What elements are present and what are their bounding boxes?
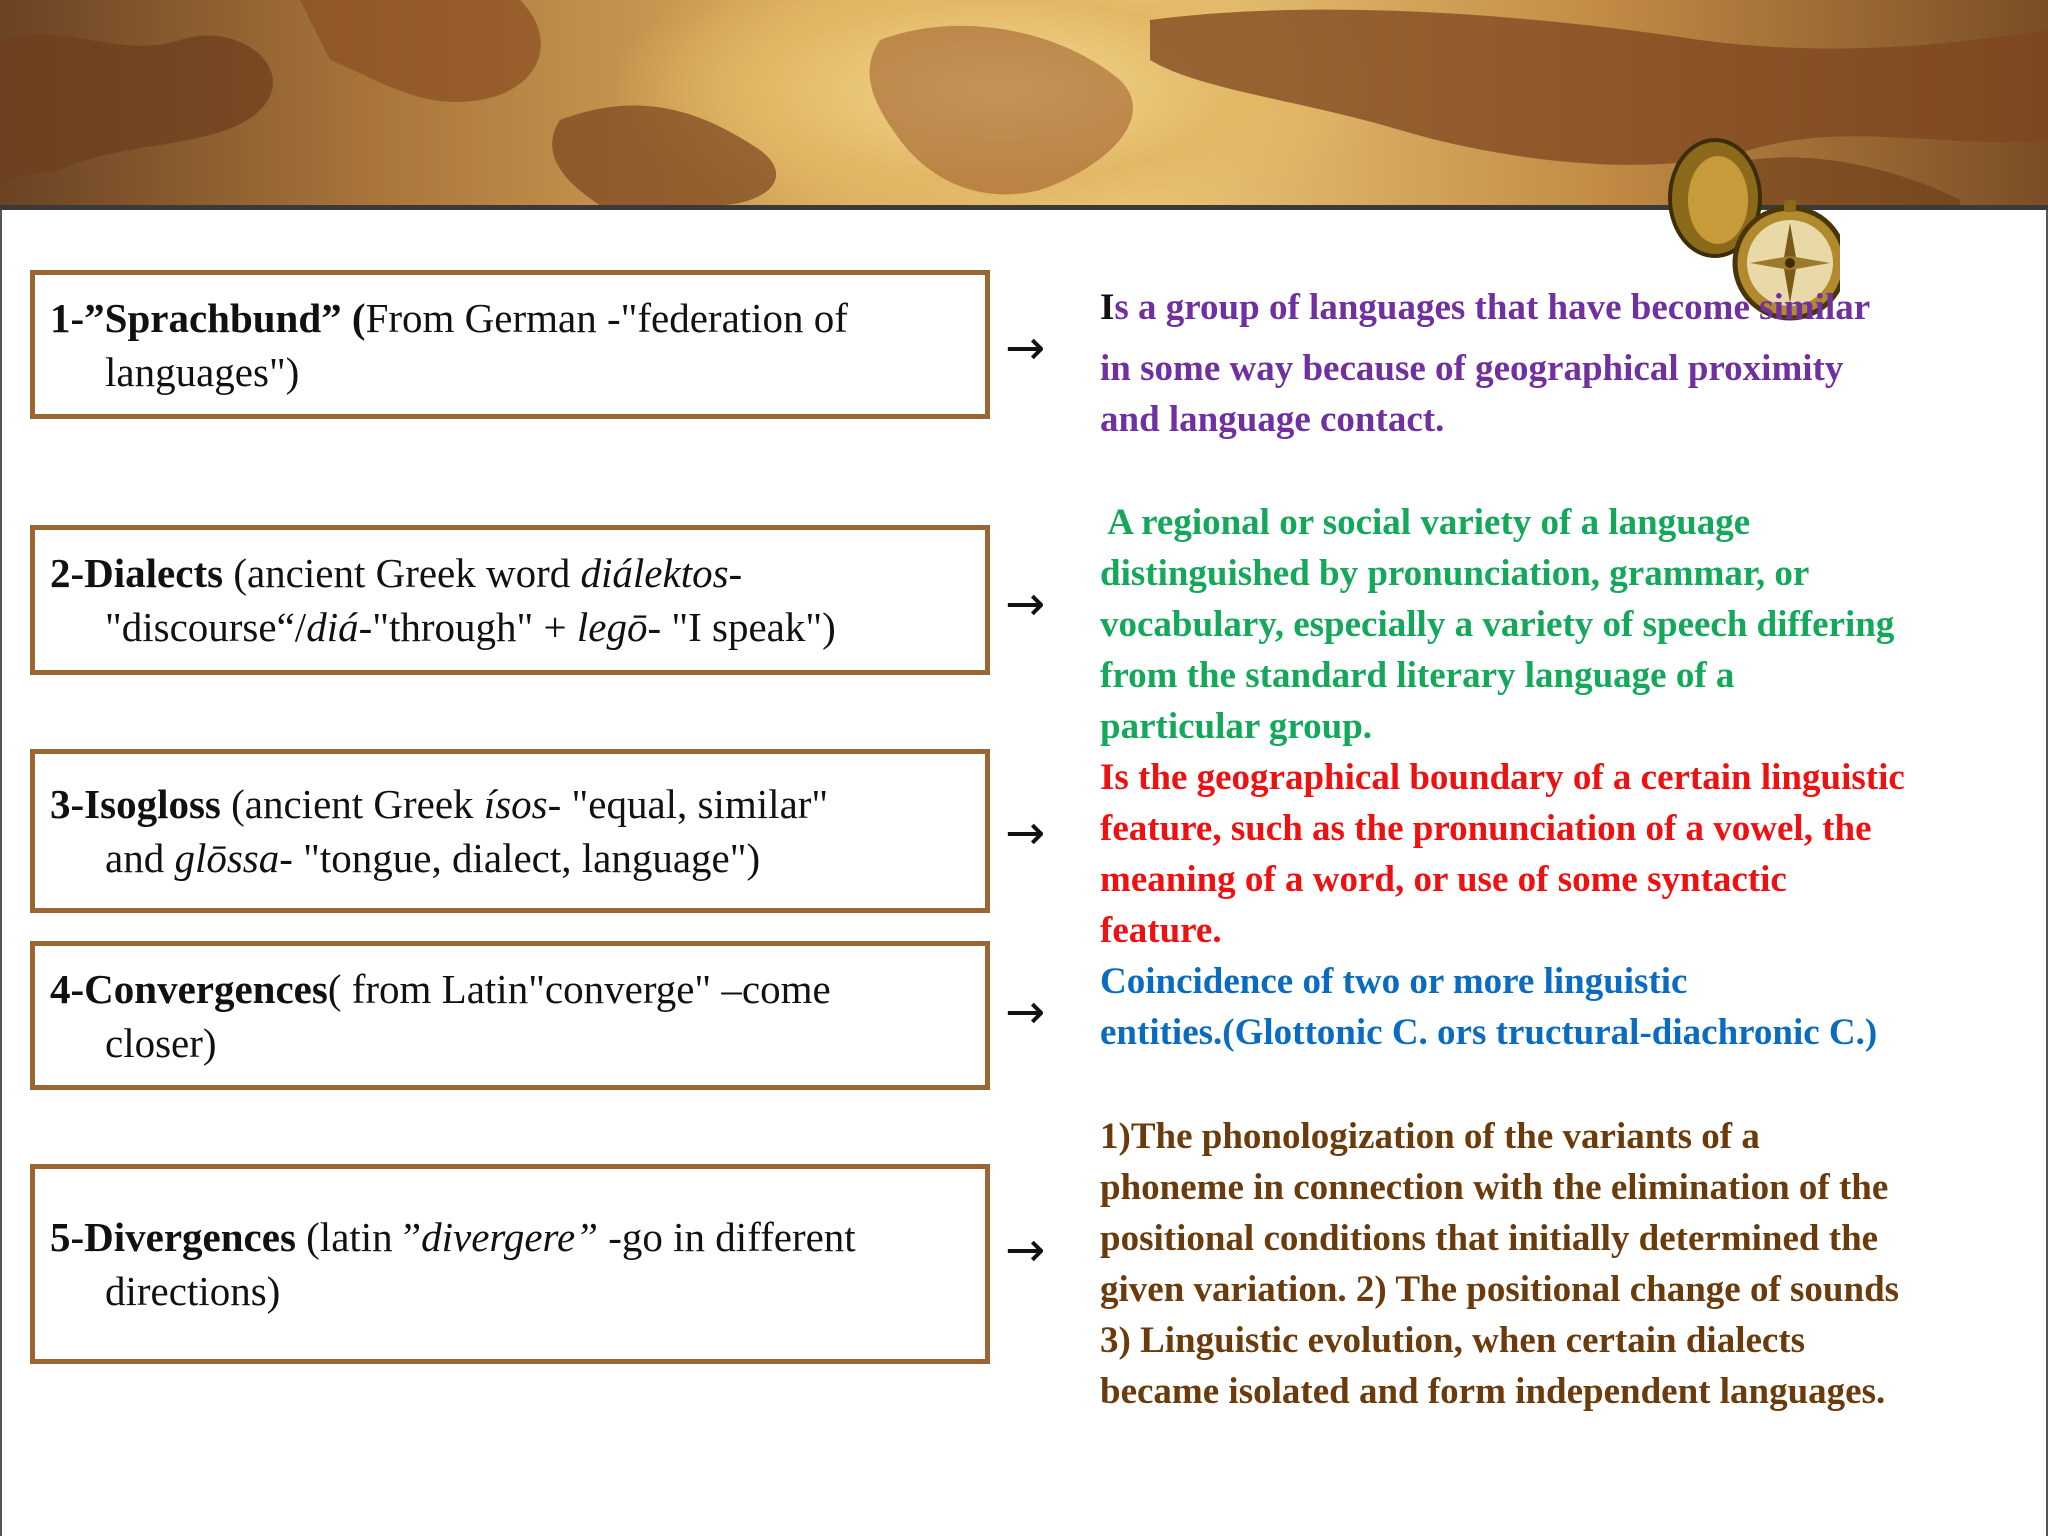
term-origin-continued: - "tongue, dialect, language")	[279, 835, 761, 881]
definition-line: A regional or social variety of a language	[1100, 502, 1751, 543]
term-isogloss	[35, 777, 828, 885]
term-origin: (ancient Greek word	[223, 550, 581, 596]
term-origin-continued: and	[105, 835, 175, 881]
definition-dialects	[1100, 497, 2040, 752]
definition-isogloss	[1100, 752, 2040, 956]
definition-line: 3) Linguistic evolution, when certain dialects	[1100, 1320, 1806, 1361]
term-title: 1-”Sprachbund” (	[50, 294, 366, 341]
definition-line: Is the geographical boundary of a certain linguistic	[1100, 757, 1905, 798]
term-box-dialects	[30, 525, 990, 675]
term-title: 5-Divergences	[50, 1214, 296, 1260]
term-title: 3-Isogloss	[50, 781, 221, 827]
term-etymon: diálektos	[580, 550, 729, 596]
definition-line: distinguished by pronunciation, grammar, or	[1100, 553, 1810, 594]
term-etymon: legō	[576, 604, 648, 650]
definition-initial: I	[1100, 287, 1115, 328]
term-box-convergences	[30, 941, 990, 1090]
term-origin-continued: directions)	[105, 1268, 281, 1314]
term-origin: From German -"federation of	[365, 294, 848, 341]
term-origin-continued: - "I speak")	[647, 604, 836, 650]
term-origin: (ancient Greek	[220, 781, 484, 827]
definition-sprachbund	[1100, 282, 2040, 445]
term-sprachbund	[35, 291, 848, 399]
definition-line: became isolated and form independent languages.	[1100, 1371, 1886, 1412]
term-origin: - "equal, similar"	[547, 781, 829, 827]
right-arrow-icon: →	[1005, 984, 1046, 1040]
term-etymon: glōssa	[174, 835, 280, 881]
term-box-sprachbund	[30, 270, 990, 419]
term-box-divergences	[30, 1164, 990, 1364]
term-origin: ( from Latin"converge" –come	[327, 965, 831, 1012]
definition-line: from the standard literary language of a	[1100, 655, 1735, 696]
term-dialects	[35, 546, 836, 654]
definition-line: vocabulary, especially a variety of speech differing	[1100, 604, 1895, 645]
term-etymon: diá	[306, 604, 359, 650]
definition-line: feature.	[1100, 910, 1222, 951]
definition-line: Coincidence of two or more linguistic	[1100, 961, 1688, 1002]
definition-line: and language contact.	[1100, 399, 1445, 440]
term-origin: -go in different	[598, 1214, 856, 1260]
term-origin: (latin ”	[295, 1214, 422, 1260]
definition-line: entities.(Glottonic C. ors tructural-diachronic C.)	[1100, 1012, 1878, 1053]
term-title: 4-Convergences	[50, 965, 328, 1012]
term-etymon: divergere”	[421, 1214, 598, 1260]
term-convergences	[35, 962, 831, 1070]
term-title: 2-Dialects	[50, 550, 224, 596]
term-etymon: ísos	[483, 781, 548, 827]
term-origin-continued: languages")	[105, 348, 300, 395]
definition-line: feature, such as the pronunciation of a vowel, the	[1100, 808, 1872, 849]
definition-line: s a group of languages that have become similar	[1114, 287, 1871, 328]
term-origin-continued: closer)	[105, 1019, 217, 1066]
right-arrow-icon: →	[1005, 805, 1046, 861]
definition-line: in some way because of geographical proximity	[1100, 348, 1844, 389]
definition-line: phoneme in connection with the elimination of the	[1100, 1167, 1889, 1208]
term-origin-continued: "discourse“/	[105, 604, 307, 650]
definition-line: given variation. 2) The positional change of sounds	[1100, 1269, 1900, 1310]
term-divergences	[35, 1210, 856, 1318]
term-origin-continued: -"through" +	[358, 604, 577, 650]
definition-line: meaning of a word, or use of some syntactic	[1100, 859, 1787, 900]
definition-divergences	[1100, 1111, 2040, 1417]
term-box-isogloss	[30, 749, 990, 913]
definition-convergences	[1100, 956, 2040, 1058]
right-arrow-icon: →	[1005, 320, 1046, 376]
term-origin: -	[728, 550, 743, 596]
definition-line: positional conditions that initially determined the	[1100, 1218, 1879, 1259]
definition-line: 1)The phonologization of the variants of a	[1100, 1116, 1760, 1157]
definition-line: particular group.	[1100, 706, 1373, 747]
right-arrow-icon: →	[1005, 576, 1046, 632]
right-arrow-icon: →	[1005, 1222, 1046, 1278]
